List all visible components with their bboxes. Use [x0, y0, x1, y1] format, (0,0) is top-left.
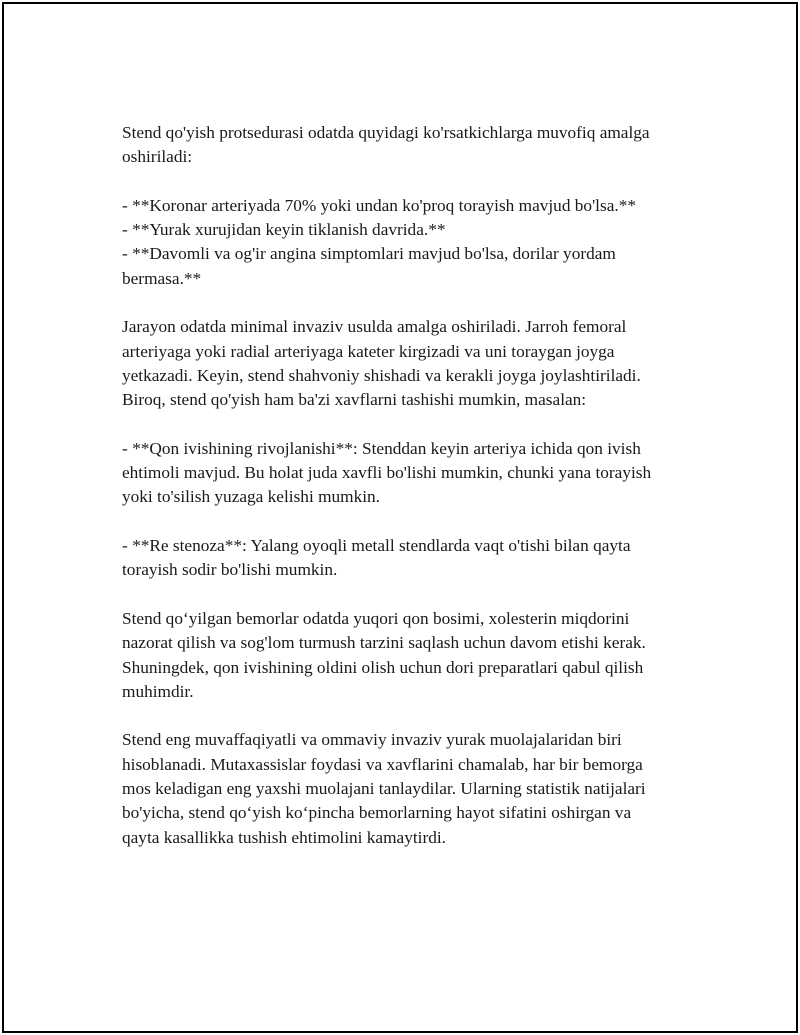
text-line: muhimdir.	[122, 681, 194, 701]
text-line: Stend qo'yish protsedurasi odatda quyidagi ko'rsatkichlarga muvofiq amalga	[122, 123, 650, 142]
paragraph-gap	[122, 413, 702, 437]
text-line: yetkazadi. Keyin, stend shahvoniy shishadi va kerakli joyga joylashtiriladi.	[122, 365, 641, 385]
text-line: qayta kasallikka tushish ehtimolini kamaytirdi.	[122, 827, 446, 847]
aftercare-paragraph	[122, 607, 702, 704]
text-line: yoki to'silish yuzaga kelishi mumkin.	[122, 487, 380, 507]
paragraph-gap	[122, 510, 702, 534]
list-item: - **Yurak xurujidan keyin tiklanish davrida.**	[122, 220, 446, 240]
text-line: ehtimoli mavjud. Bu holat juda xavfli bo'lishi mumkin, chunki yana torayish	[122, 463, 652, 483]
text-line: mos keladigan eng yaxshi muolajani tanlaydilar. Ularning statistik natijalari	[122, 779, 646, 799]
text-line: oshiriladi:	[122, 147, 193, 167]
conclusion-paragraph	[122, 728, 702, 849]
paragraph-gap	[122, 170, 702, 194]
text-line: - **Re stenoza**: Yalang oyoqli metall stendlarda vaqt o'tishi bilan qayta	[122, 536, 631, 556]
text-line: torayish sodir bo'lishi mumkin.	[122, 560, 338, 580]
procedure-paragraph	[122, 315, 702, 412]
risk-restenosis-item	[122, 534, 702, 583]
page-frame	[2, 2, 798, 1033]
text-line: nazorat qilish va sog'lom turmush tarzini saqlash uchun davom etishi kerak.	[122, 633, 646, 653]
paragraph-gap	[122, 291, 702, 315]
list-item: - **Koronar arteriyada 70% yoki undan ko'proq torayish mavjud bo'lsa.**	[122, 195, 636, 215]
text-line: arteriyaga yoki radial arteriyaga kateter kirgizadi va uni toraygan joyga	[122, 341, 615, 361]
indications-list	[122, 194, 702, 291]
text-line: - **Qon ivishining rivojlanishi**: Stenddan keyin arteriya ichida qon ivish	[122, 438, 641, 458]
text-line: Shuningdek, qon ivishining oldini olish uchun dori preparatlari qabul qilish	[122, 657, 644, 677]
text-line: Stend qo‘yilgan bemorlar odatda yuqori qon bosimi, xolesterin miqdorini	[122, 608, 630, 628]
list-item-continuation: bermasa.**	[122, 268, 202, 288]
text-line: hisoblanadi. Mutaxassislar foydasi va xavflarini chamalab, har bir bemorga	[122, 754, 643, 774]
paragraph-gap	[122, 704, 702, 728]
text-line: Biroq, stend qo'yish ham ba'zi xavflarni tashishi mumkin, masalan:	[122, 390, 587, 410]
list-item: - **Davomli va og'ir angina simptomlari mavjud bo'lsa, dorilar yordam	[122, 244, 616, 264]
text-line: Jarayon odatda minimal invaziv usulda amalga oshiriladi. Jarroh femoral	[122, 317, 627, 337]
risk-thrombosis-item	[122, 437, 702, 510]
document-body	[122, 121, 702, 850]
text-line: bo'yicha, stend qo‘yish ko‘pincha bemorlarning hayot sifatini oshirgan va	[122, 803, 632, 823]
text-line: Stend eng muvaffaqiyatli va ommaviy invaziv yurak muolajalaridan biri	[122, 730, 622, 750]
intro-paragraph	[122, 121, 702, 170]
paragraph-gap	[122, 583, 702, 607]
